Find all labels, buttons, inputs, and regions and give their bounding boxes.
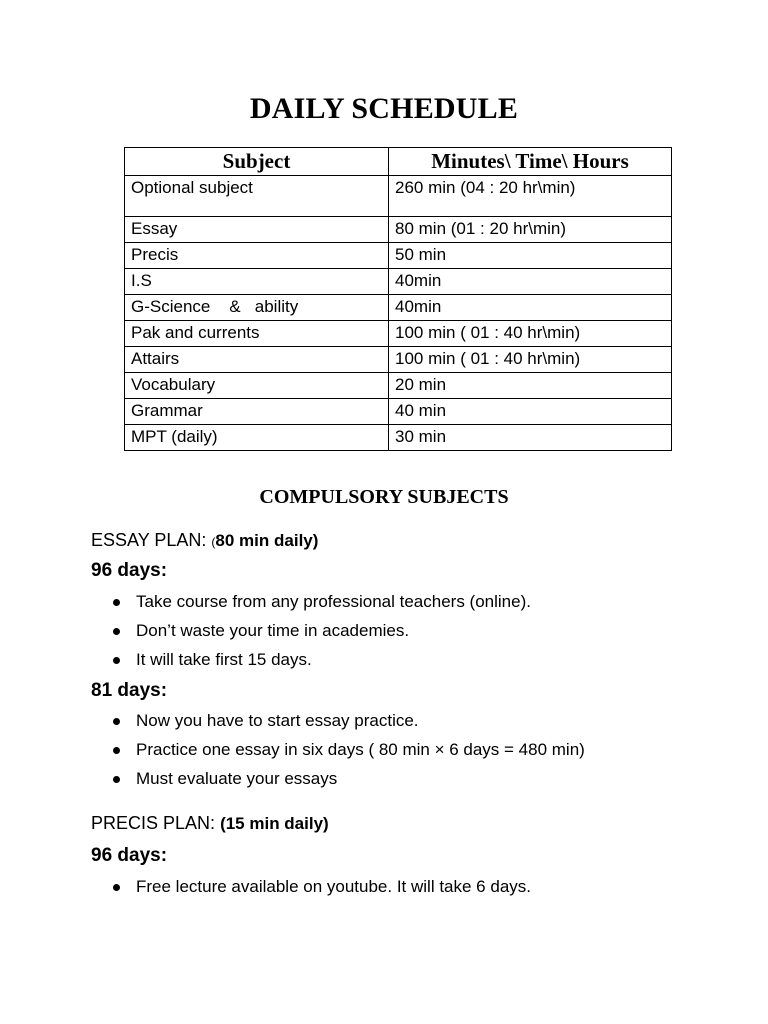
- subject-cell: I.S: [125, 269, 389, 295]
- list-item: [91, 709, 585, 738]
- subject-cell: Grammar: [125, 399, 389, 425]
- list-item: [91, 619, 531, 648]
- precis-list-1: [91, 875, 531, 904]
- list-item: [91, 875, 531, 904]
- subject-cell: Optional subject: [125, 176, 389, 217]
- essay-days-heading: 81 days:: [91, 680, 168, 701]
- bullet-icon: [113, 628, 120, 635]
- precis-plan-label: PRECIS PLAN:: [91, 813, 216, 833]
- page-title: DAILY SCHEDULE: [249, 92, 519, 125]
- time-cell: 80 min (01 : 20 hr\min): [389, 217, 672, 243]
- subject-cell: Attairs: [125, 347, 389, 373]
- list-item: [91, 648, 531, 677]
- list-item-text: Now you have to start essay practice.: [136, 711, 419, 730]
- bullet-icon: [113, 599, 120, 606]
- time-cell: 20 min: [389, 373, 672, 399]
- column-header-time: Minutes\ Time\ Hours: [389, 148, 672, 176]
- table-row: [125, 295, 672, 321]
- table-row: [125, 373, 672, 399]
- time-cell: 50 min: [389, 243, 672, 269]
- time-cell: 100 min ( 01 : 40 hr\min): [389, 347, 672, 373]
- list-item: [91, 738, 585, 767]
- time-cell: 100 min ( 01 : 40 hr\min): [389, 321, 672, 347]
- essay-list-1: [91, 590, 531, 677]
- list-item-text: It will take first 15 days.: [136, 650, 312, 669]
- essay-plan-note: 80 min daily): [215, 531, 319, 550]
- precis-days-heading: 96 days:: [91, 845, 168, 866]
- list-item-text: Take course from any professional teachers (online).: [136, 592, 531, 611]
- table-row: [125, 176, 672, 217]
- subject-cell: Precis: [125, 243, 389, 269]
- bullet-icon: [113, 718, 120, 725]
- list-item-text: Must evaluate your essays: [136, 769, 338, 788]
- time-cell: 40 min: [389, 399, 672, 425]
- bullet-icon: [113, 884, 120, 891]
- table-row: [125, 347, 672, 373]
- table-row: [125, 269, 672, 295]
- compulsory-subjects-heading: COMPULSORY SUBJECTS: [259, 486, 509, 508]
- table-header-row: [125, 148, 672, 176]
- essay-plan-label: ESSAY PLAN:: [91, 530, 207, 550]
- list-item-text: Practice one essay in six days ( 80 min × 6 days = 480 min): [136, 740, 585, 759]
- subject-cell: MPT (daily): [125, 425, 389, 451]
- subject-cell: G-Science & ability: [125, 295, 389, 321]
- essay-days-heading: 96 days:: [91, 560, 168, 581]
- precis-plan-title: [91, 813, 329, 834]
- list-item-text: Free lecture available on youtube. It will take 6 days.: [136, 877, 531, 896]
- subject-cell: Pak and currents: [125, 321, 389, 347]
- subject-cell: Vocabulary: [125, 373, 389, 399]
- table-row: [125, 425, 672, 451]
- essay-plan-title: [91, 530, 318, 551]
- bullet-icon: [113, 657, 120, 664]
- table-row: [125, 321, 672, 347]
- table-row: [125, 399, 672, 425]
- time-cell: 40min: [389, 295, 672, 321]
- list-item: [91, 767, 585, 796]
- bullet-icon: [113, 747, 120, 754]
- list-item-text: Don’t waste your time in academies.: [136, 621, 410, 640]
- precis-plan-note: (15 min daily): [220, 814, 329, 833]
- schedule-table: [124, 147, 672, 451]
- time-cell: 30 min: [389, 425, 672, 451]
- time-cell: 260 min (04 : 20 hr\min): [389, 176, 672, 217]
- table-row: [125, 243, 672, 269]
- list-item: [91, 590, 531, 619]
- essay-plan-paren: (: [211, 535, 216, 549]
- time-cell: 40min: [389, 269, 672, 295]
- essay-list-2: [91, 709, 585, 796]
- column-header-subject: Subject: [125, 148, 389, 176]
- subject-cell: Essay: [125, 217, 389, 243]
- bullet-icon: [113, 776, 120, 783]
- table-row: [125, 217, 672, 243]
